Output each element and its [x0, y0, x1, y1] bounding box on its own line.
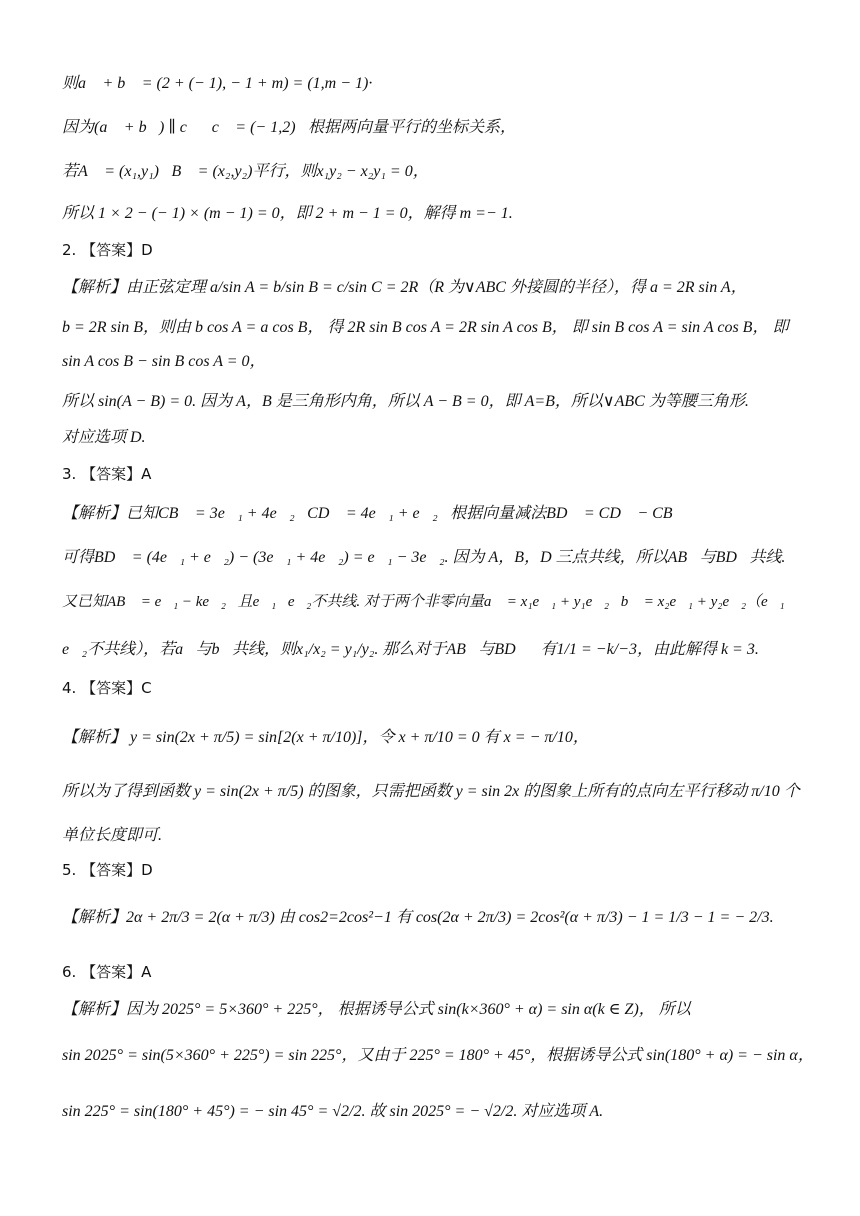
solution-line: 【解析】由正弦定理 a/sin A = b/sin B = c/sin C = 2R（R 为∨ABC 外接圆的半径），得 a = 2R sin A，	[62, 279, 747, 296]
answer-heading: 6. 【答案】A	[62, 963, 152, 981]
solution-line: 可得BD⃗ = (4e⃗₁ + e⃗₂) − (3e⃗₁ + 4e⃗₂) = e⃗₁ − 3e⃗₂. 因为 A，B，D 三点共线，所以AB⃗与BD⃗共线.	[62, 549, 786, 566]
solution-line: 所以 1 × 2 − (− 1) × (m − 1) = 0，即 2 + m − 1 = 0，解得 m =− 1.	[62, 205, 513, 222]
solution-line: sin 2025° = sin(5×360° + 225°) = sin 225°，又由于 225° = 180° + 45°，根据诱导公式 sin(180° + α) = − sin α，	[62, 1047, 814, 1064]
answer-heading: 5. 【答案】D	[62, 861, 153, 879]
solution-line: 对应选项 D.	[62, 429, 146, 446]
solution-line: 因为(a⃗ + b⃗) ∥ c⃗，c⃗ = (− 1,2)，根据两向量平行的坐标关系，	[62, 119, 516, 136]
answer-heading: 2. 【答案】D	[62, 241, 153, 259]
solution-line: 所以 sin(A − B) = 0. 因为 A，B 是三角形内角，所以 A − B = 0，即 A=B，所以∨ABC 为等腰三角形.	[62, 393, 749, 410]
solution-line: b = 2R sin B，则由 b cos A = a cos B， 得 2R sin B cos A = 2R sin A cos B， 即 sin B cos A = sin A cos B， 即	[62, 319, 789, 336]
answer-heading: 3. 【答案】A	[62, 465, 152, 483]
solution-line: sin 225° = sin(180° + 45°) = − sin 45° = √2/2. 故 sin 2025° = − √2/2. 对应选项 A.	[62, 1103, 604, 1120]
answer-heading: 4. 【答案】C	[62, 679, 152, 697]
solution-line: e⃗₂不共线），若a⃗与b⃗共线，则x₁/x₂ = y₁/y₂. 那么对于AB⃗与BD⃗，有1/1 = −k/−3，由此解得 k = 3.	[62, 641, 759, 658]
solution-line: 【解析】 y = sin(2x + π/5) = sin[2(x + π/10)]，令 x + π/10 = 0 有 x = − π/10，	[62, 729, 589, 746]
solution-line: sin A cos B − sin B cos A = 0，	[62, 353, 266, 370]
solution-line: 又已知AB⃗ = e⃗₁ − ke⃗₂，且e⃗₁，e⃗₂不共线. 对于两个非零向量a⃗ = x₁e⃗₁ + y₁e⃗₂，b⃗ = x₂e⃗₁ + y₂e⃗₂（e⃗₁，	[62, 594, 797, 610]
solution-line: 【解析】2α + 2π/3 = 2(α + π/3) 由 cos2=2cos²−1 有 cos(2α + 2π/3) = 2cos²(α + π/3) − 1 = 1/3 − 1 = − 2/3.	[62, 909, 774, 926]
solution-line: 【解析】因为 2025° = 5×360° + 225°， 根据诱导公式 sin(k×360° + α) = sin α(k ∈ Z)， 所以	[62, 1001, 691, 1018]
solution-line: 单位长度即可.	[62, 827, 163, 844]
solution-line: 【解析】已知CB⃗ = 3e⃗₁ + 4e⃗₂，CD⃗ = 4e⃗₁ + e⃗₂，根据向量减法BD⃗ = CD⃗ − CB⃗，	[62, 505, 698, 522]
solution-line: 则a⃗ + b⃗ = (2 + (− 1), − 1 + m) = (1,m − 1)·	[62, 75, 373, 92]
solution-line: 所以为了得到函数 y = sin(2x + π/5) 的图象，只需把函数 y = sin 2x 的图象上所有的点向左平行移动 π/10 个	[62, 783, 800, 800]
solution-line: 若A⃗ = (x₁,y₁)，B⃗ = (x₂,y₂)平行，则x₁y₂ − x₂y₁ = 0，	[62, 163, 429, 180]
